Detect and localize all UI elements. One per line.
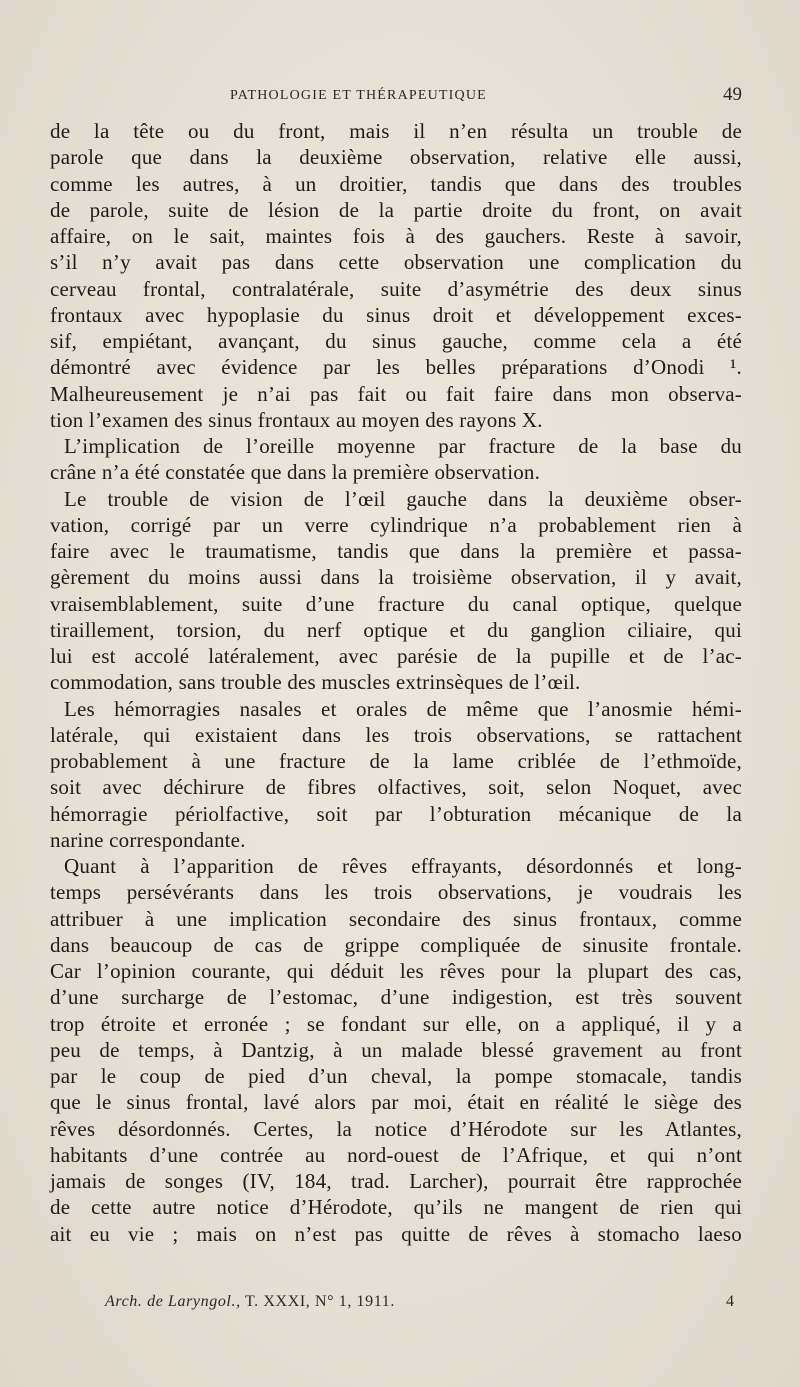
- text-line: sif, empiétant, avançant, du sinus gauche, comme cela a été: [50, 329, 742, 353]
- text-line: démontré avec évidence par les belles préparations d’Onodi ¹.: [50, 355, 742, 380]
- text-line: faire avec le traumatisme, tandis que dans la première et passa-: [50, 539, 742, 563]
- text-line: frontaux avec hypoplasie du sinus droit et développement exces-: [50, 302, 742, 327]
- text-line: tiraillement, torsion, du nerf optique et du ganglion ciliaire, qui: [50, 617, 742, 642]
- text-line: gèrement du moins aussi dans la troisième observation, il y avait,: [50, 565, 742, 590]
- text-line: Car l’opinion courante, qui déduit les rêves pour la plupart des cas,: [50, 959, 742, 983]
- text-line: Les hémorragies nasales et orales de même que l’anosmie hémi-: [64, 696, 742, 721]
- text-line: rêves désordonnés. Certes, la notice d’Hérodote sur les Atlantes,: [50, 1116, 742, 1141]
- text-line: Quant à l’apparition de rêves effrayants, désordonnés et long-: [64, 854, 742, 878]
- signature-mark: 4: [726, 1293, 734, 1310]
- text-line: dans beaucoup de cas de grippe compliquée de sinusite frontale.: [50, 932, 742, 957]
- text-line: crâne n’a été constatée que dans la première observation.: [50, 460, 541, 485]
- text-line: soit avec déchirure de fibres olfactives, soit, selon Noquet, avec: [50, 775, 742, 800]
- text-line: de la tête ou du front, mais il n’en résulta un trouble de: [50, 119, 742, 143]
- text-line: s’il n’y avait pas dans cette observation une complication du: [50, 250, 742, 275]
- text-line: L’implication de l’oreille moyenne par fracture de la base du: [64, 434, 742, 458]
- text-line: d’une surcharge de l’estomac, d’une indigestion, est très souvent: [50, 985, 742, 1010]
- journal-title: Arch. de Laryngol.,: [105, 1293, 241, 1310]
- text-line: ait eu vie ; mais on n’est pas quitte de rêves à stomacho laeso: [50, 1221, 742, 1246]
- text-line: Malheureusement je n’ai pas fait ou fait faire dans mon observa-: [50, 381, 742, 406]
- page-footer: [50, 1293, 742, 1317]
- page-number: 49: [723, 84, 742, 105]
- text-line: hémorragie périolfactive, soit par l’obturation mécanique de la: [50, 801, 742, 826]
- text-line: par le coup de pied d’un cheval, la pompe stomacale, tandis: [50, 1064, 742, 1088]
- text-line: temps persévérants dans les trois observations, je voudrais les: [50, 880, 742, 905]
- text-line: que le sinus frontal, lavé alors par moi, était en réalité le siège des: [50, 1090, 742, 1115]
- text-line: tion l’examen des sinus frontaux au moyen des rayons X.: [50, 407, 543, 432]
- text-line: commodation, sans trouble des muscles extrinsèques de l’œil.: [50, 670, 581, 695]
- text-line: comme les autres, à un droitier, tandis que dans des troubles: [50, 171, 742, 196]
- text-line: habitants d’une contrée au nord-ouest de l’Afrique, et qui n’ont: [50, 1142, 742, 1167]
- text-line: de cette autre notice d’Hérodote, qu’ils ne mangent de rien qui: [50, 1195, 742, 1220]
- running-head: PATHOLOGIE ET THÉRAPEUTIQUE: [230, 88, 487, 103]
- page-header: [50, 86, 742, 110]
- text-line: Le trouble de vision de l’œil gauche dans la deuxième obser-: [64, 486, 742, 511]
- text-line: affaire, on le sait, maintes fois à des gauchers. Reste à savoir,: [50, 224, 742, 248]
- text-line: jamais de songes (IV, 184, trad. Larcher), pourrait être rapprochée: [50, 1169, 742, 1193]
- text-line: de parole, suite de lésion de la partie droite du front, on avait: [50, 197, 742, 222]
- text-line: peu de temps, à Dantzig, à un malade blessé gravement au front: [50, 1037, 742, 1062]
- text-line: vation, corrigé par un verre cylindrique n’a probablement rien à: [50, 512, 742, 537]
- text-line: trop étroite et erronée ; se fondant sur elle, on a appliqué, il y a: [50, 1011, 742, 1036]
- text-line: lui est accolé latéralement, avec parésie de la pupille et de l’ac-: [50, 644, 742, 668]
- text-line: parole que dans la deuxième observation, relative elle aussi,: [50, 145, 742, 170]
- journal-signature: [105, 1293, 395, 1311]
- text-line: narine correspondante.: [50, 827, 246, 852]
- journal-volume: T. XXXI, N° 1, 1911.: [245, 1293, 395, 1310]
- text-line: cerveau frontal, contralatérale, suite d’asymétrie des deux sinus: [50, 276, 742, 301]
- text-line: probablement à une fracture de la lame criblée de l’ethmoïde,: [50, 749, 742, 773]
- text-line: attribuer à une implication secondaire des sinus frontaux, comme: [50, 906, 742, 931]
- body-text: [50, 118, 742, 1247]
- text-line: vraisemblablement, suite d’une fracture du canal optique, quelque: [50, 591, 742, 616]
- text-line: latérale, qui existaient dans les trois observations, se rattachent: [50, 722, 742, 747]
